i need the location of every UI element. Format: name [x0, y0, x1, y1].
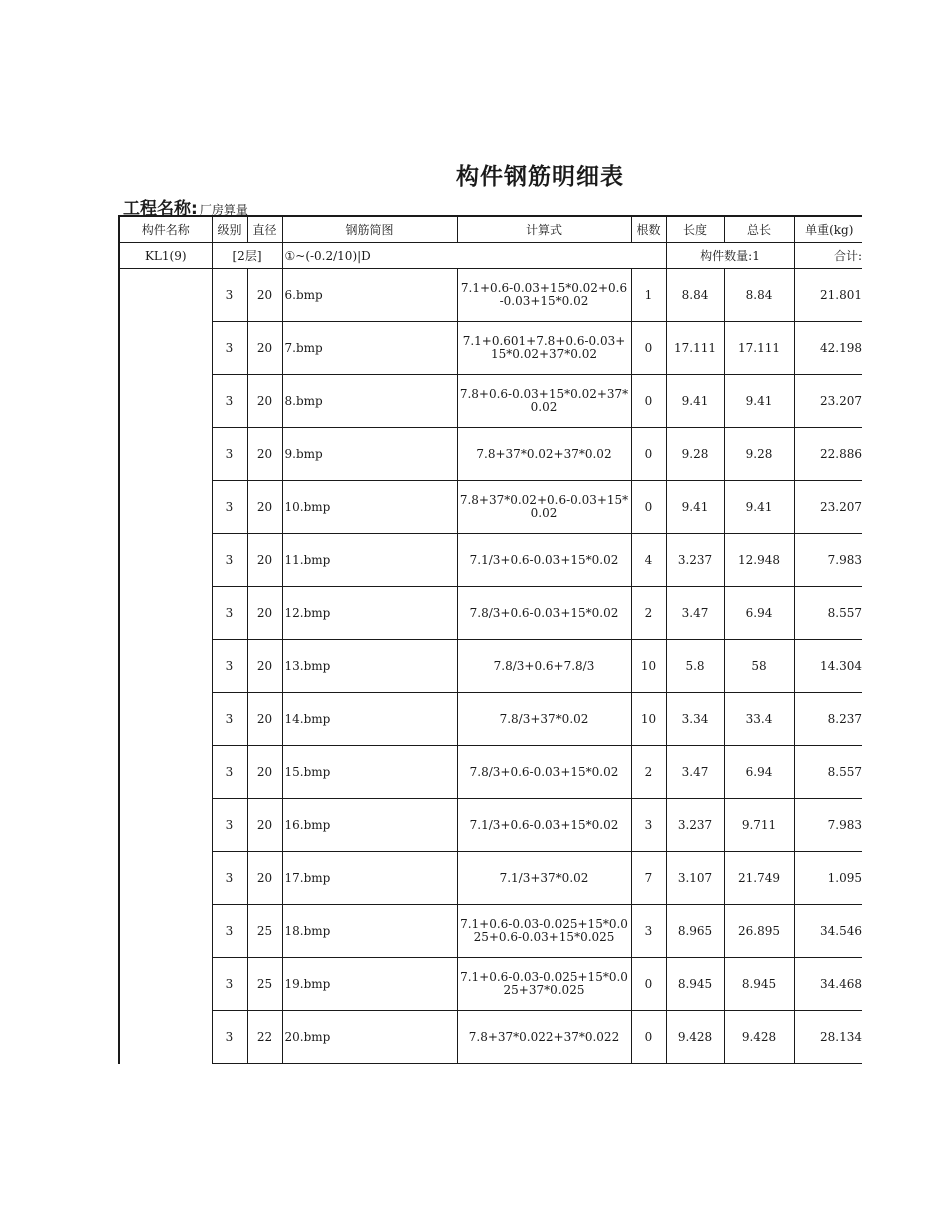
header-length: 长度: [666, 216, 724, 243]
shape-cell: 11.bmp: [282, 534, 457, 587]
diameter-cell: 22: [247, 1011, 282, 1064]
member-name-column: [119, 269, 212, 1064]
length-cell: 9.41: [666, 375, 724, 428]
formula-cell: 7.1/3+37*0.02: [457, 852, 631, 905]
total-length-cell: 58: [724, 640, 794, 693]
length-cell: 3.47: [666, 587, 724, 640]
length-cell: 5.8: [666, 640, 724, 693]
unit-weight-cell: 8.237: [794, 693, 864, 746]
table-row: [119, 534, 864, 587]
grade-cell: 3: [212, 905, 247, 958]
unit-weight-cell: 22.886: [794, 428, 864, 481]
formula-cell: 7.8+37*0.022+37*0.022: [457, 1011, 631, 1064]
diameter-cell: 20: [247, 693, 282, 746]
table-row: [119, 640, 864, 693]
diameter-cell: 20: [247, 322, 282, 375]
total-length-cell: 9.428: [724, 1011, 794, 1064]
formula-cell: 7.8+0.6-0.03+15*0.02+37*0.02: [457, 375, 631, 428]
count-cell: 2: [631, 587, 666, 640]
table-row: [119, 428, 864, 481]
table-row: [119, 693, 864, 746]
table-row: [119, 587, 864, 640]
shape-cell: 6.bmp: [282, 269, 457, 322]
formula-cell: 7.1+0.6-0.03-0.025+15*0.025+0.6-0.03+15*0.025: [457, 905, 631, 958]
table-row: [119, 905, 864, 958]
header-member-name: 构件名称: [119, 216, 212, 243]
unit-weight-cell: 8.557: [794, 587, 864, 640]
diameter-cell: 25: [247, 958, 282, 1011]
grade-cell: 3: [212, 799, 247, 852]
shape-cell: 15.bmp: [282, 746, 457, 799]
total-length-cell: 12.948: [724, 534, 794, 587]
unit-weight-cell: 28.134: [794, 1011, 864, 1064]
unit-weight-cell: 7.983: [794, 799, 864, 852]
grade-cell: 3: [212, 534, 247, 587]
length-cell: 8.84: [666, 269, 724, 322]
formula-cell: 7.1+0.601+7.8+0.6-0.03+15*0.02+37*0.02: [457, 322, 631, 375]
total-length-cell: 33.4: [724, 693, 794, 746]
unit-weight-cell: 1.095: [794, 852, 864, 905]
diameter-cell: 20: [247, 481, 282, 534]
total-length-cell: 8.84: [724, 269, 794, 322]
count-cell: 1: [631, 269, 666, 322]
project-name: 厂房算量: [199, 203, 248, 217]
header-total-length: 总长: [724, 216, 794, 243]
shape-cell: 20.bmp: [282, 1011, 457, 1064]
unit-weight-cell: 7.983: [794, 534, 864, 587]
formula-cell: 7.8+37*0.02+37*0.02: [457, 428, 631, 481]
diameter-cell: 20: [247, 269, 282, 322]
table-row: [119, 481, 864, 534]
grade-cell: 3: [212, 640, 247, 693]
page-title: 构件钢筋明细表: [456, 164, 624, 190]
shape-cell: 18.bmp: [282, 905, 457, 958]
header-diameter: 直径: [247, 216, 282, 243]
grade-cell: 3: [212, 269, 247, 322]
diameter-cell: 20: [247, 799, 282, 852]
count-cell: 3: [631, 799, 666, 852]
table-row: [119, 322, 864, 375]
shape-cell: 17.bmp: [282, 852, 457, 905]
diameter-cell: 20: [247, 534, 282, 587]
count-cell: 0: [631, 481, 666, 534]
length-cell: 9.28: [666, 428, 724, 481]
member-row: [119, 243, 864, 269]
shape-cell: 9.bmp: [282, 428, 457, 481]
shape-cell: 16.bmp: [282, 799, 457, 852]
page-margin: [862, 200, 950, 1100]
diameter-cell: 20: [247, 375, 282, 428]
table-row: [119, 1011, 864, 1064]
rebar-detail-table: [118, 215, 864, 1064]
formula-cell: 7.1+0.6-0.03-0.025+15*0.025+37*0.025: [457, 958, 631, 1011]
unit-weight-cell: 23.207: [794, 375, 864, 428]
shape-cell: 13.bmp: [282, 640, 457, 693]
header-grade: 级别: [212, 216, 247, 243]
unit-weight-cell: 42.198: [794, 322, 864, 375]
total-length-cell: 9.711: [724, 799, 794, 852]
length-cell: 9.41: [666, 481, 724, 534]
table-row: [119, 746, 864, 799]
length-cell: 8.965: [666, 905, 724, 958]
count-cell: 10: [631, 640, 666, 693]
formula-cell: 7.8/3+0.6-0.03+15*0.02: [457, 746, 631, 799]
header-formula: 计算式: [457, 216, 631, 243]
grade-cell: 3: [212, 958, 247, 1011]
count-cell: 2: [631, 746, 666, 799]
length-cell: 3.237: [666, 534, 724, 587]
formula-cell: 7.8/3+0.6-0.03+15*0.02: [457, 587, 631, 640]
diameter-cell: 20: [247, 428, 282, 481]
count-cell: 0: [631, 428, 666, 481]
shape-cell: 12.bmp: [282, 587, 457, 640]
shape-cell: 19.bmp: [282, 958, 457, 1011]
unit-weight-cell: 8.557: [794, 746, 864, 799]
member-position: ①~(-0.2/10)|D: [282, 243, 666, 269]
diameter-cell: 20: [247, 640, 282, 693]
header-row: [119, 216, 864, 243]
grade-cell: 3: [212, 375, 247, 428]
total-length-cell: 8.945: [724, 958, 794, 1011]
grade-cell: 3: [212, 587, 247, 640]
project-label: 工程名称:: [123, 199, 198, 219]
total-length-cell: 9.41: [724, 481, 794, 534]
count-cell: 10: [631, 693, 666, 746]
length-cell: 3.237: [666, 799, 724, 852]
member-total: 合计:: [794, 243, 864, 269]
count-cell: 3: [631, 905, 666, 958]
diameter-cell: 20: [247, 746, 282, 799]
shape-cell: 14.bmp: [282, 693, 457, 746]
total-length-cell: 17.111: [724, 322, 794, 375]
length-cell: 3.47: [666, 746, 724, 799]
length-cell: 3.107: [666, 852, 724, 905]
table-row: [119, 852, 864, 905]
formula-cell: 7.8/3+37*0.02: [457, 693, 631, 746]
total-length-cell: 26.895: [724, 905, 794, 958]
count-cell: 0: [631, 1011, 666, 1064]
member-name: KL1(9): [119, 243, 212, 269]
total-length-cell: 9.28: [724, 428, 794, 481]
grade-cell: 3: [212, 693, 247, 746]
grade-cell: 3: [212, 746, 247, 799]
member-floor: [2层]: [212, 243, 282, 269]
unit-weight-cell: 34.546: [794, 905, 864, 958]
grade-cell: 3: [212, 481, 247, 534]
table-row: [119, 269, 864, 322]
formula-cell: 7.1/3+0.6-0.03+15*0.02: [457, 534, 631, 587]
unit-weight-cell: 21.801: [794, 269, 864, 322]
diameter-cell: 20: [247, 587, 282, 640]
length-cell: 3.34: [666, 693, 724, 746]
shape-cell: 7.bmp: [282, 322, 457, 375]
length-cell: 9.428: [666, 1011, 724, 1064]
table-row: [119, 375, 864, 428]
total-length-cell: 6.94: [724, 746, 794, 799]
unit-weight-cell: 14.304: [794, 640, 864, 693]
count-cell: 7: [631, 852, 666, 905]
unit-weight-cell: 34.468: [794, 958, 864, 1011]
grade-cell: 3: [212, 1011, 247, 1064]
count-cell: 0: [631, 322, 666, 375]
length-cell: 8.945: [666, 958, 724, 1011]
header-count: 根数: [631, 216, 666, 243]
diameter-cell: 20: [247, 852, 282, 905]
formula-cell: 7.1/3+0.6-0.03+15*0.02: [457, 799, 631, 852]
grade-cell: 3: [212, 322, 247, 375]
shape-cell: 8.bmp: [282, 375, 457, 428]
count-cell: 4: [631, 534, 666, 587]
count-cell: 0: [631, 375, 666, 428]
total-length-cell: 21.749: [724, 852, 794, 905]
length-cell: 17.111: [666, 322, 724, 375]
header-shape: 钢筋简图: [282, 216, 457, 243]
table-row: [119, 958, 864, 1011]
formula-cell: 7.8+37*0.02+0.6-0.03+15*0.02: [457, 481, 631, 534]
header-unit-weight: 单重(kg): [794, 216, 864, 243]
member-quantity: 构件数量:1: [666, 243, 794, 269]
grade-cell: 3: [212, 852, 247, 905]
formula-cell: 7.1+0.6-0.03+15*0.02+0.6-0.03+15*0.02: [457, 269, 631, 322]
diameter-cell: 25: [247, 905, 282, 958]
count-cell: 0: [631, 958, 666, 1011]
table-row: [119, 799, 864, 852]
unit-weight-cell: 23.207: [794, 481, 864, 534]
total-length-cell: 6.94: [724, 587, 794, 640]
grade-cell: 3: [212, 428, 247, 481]
shape-cell: 10.bmp: [282, 481, 457, 534]
formula-cell: 7.8/3+0.6+7.8/3: [457, 640, 631, 693]
total-length-cell: 9.41: [724, 375, 794, 428]
